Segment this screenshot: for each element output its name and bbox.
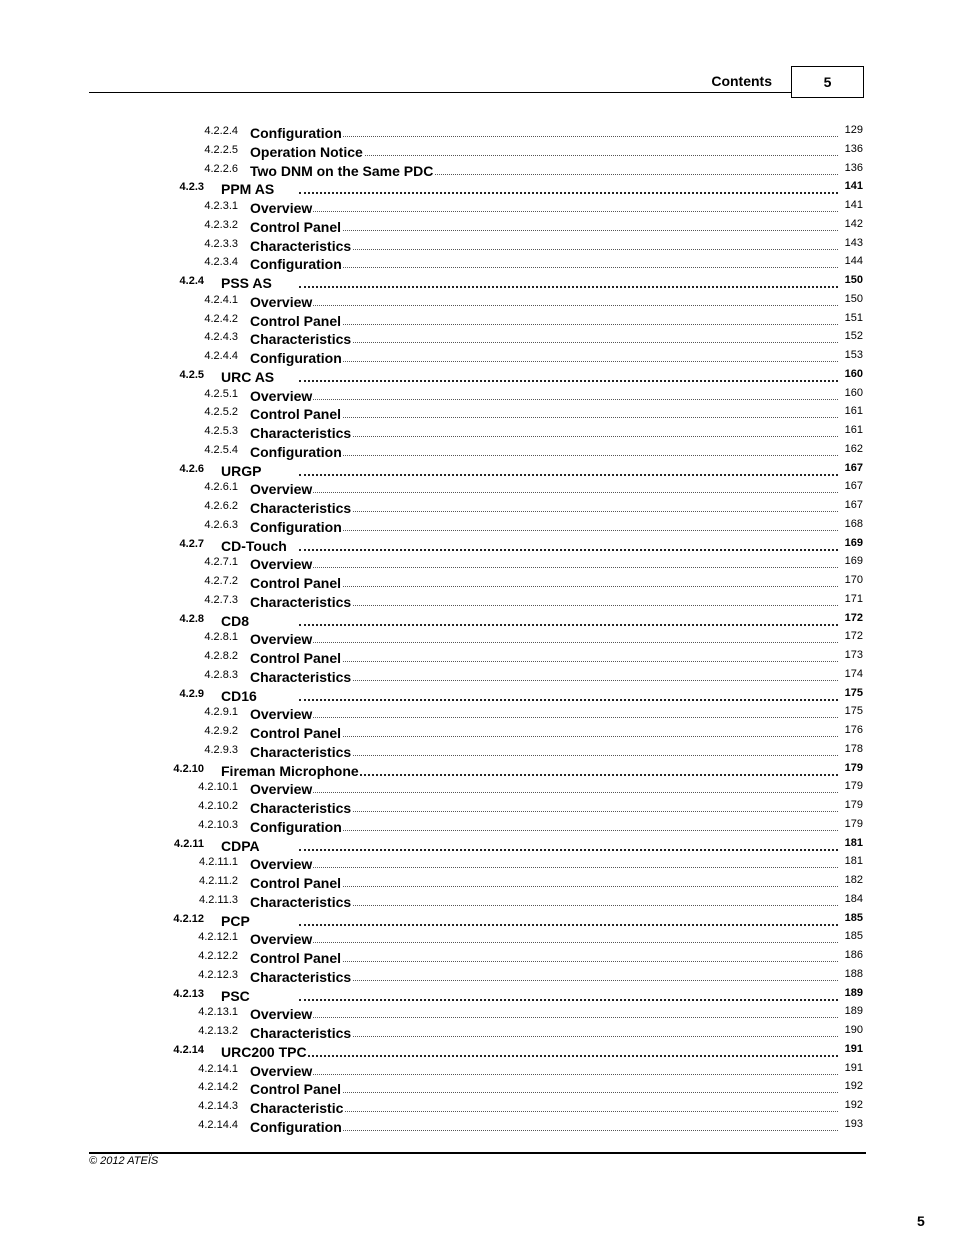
- toc-entry-title[interactable]: Control Panel: [250, 406, 342, 423]
- toc-dot-leader: [250, 1017, 838, 1018]
- toc-entry[interactable]: [0, 873, 954, 892]
- toc-entry-number: 4.2.13.2: [198, 1025, 238, 1037]
- toc-entry-number: 4.2.6.3: [204, 518, 238, 531]
- toc-dot-leader: [250, 305, 838, 306]
- toc-entry-number: 4.2.7.3: [204, 593, 238, 606]
- toc-entry-title[interactable]: Control Panel: [250, 575, 342, 591]
- toc-entry-page[interactable]: 184: [844, 892, 863, 905]
- toc-entry-title[interactable]: PPM AS: [221, 181, 275, 198]
- toc-entry-title[interactable]: Configuration: [250, 1118, 342, 1135]
- toc-entry-number: 4.2.5.3: [204, 425, 238, 437]
- toc-entry-number: 4.2.12.3: [198, 968, 238, 981]
- toc-entry-title[interactable]: Overview: [250, 931, 313, 948]
- toc-entry-number: 4.2.8.3: [204, 668, 238, 681]
- toc-entry[interactable]: [0, 254, 954, 273]
- toc-entry-page[interactable]: 189: [844, 1005, 863, 1018]
- toc-entry-title[interactable]: Control Panel: [250, 650, 342, 666]
- toc-dot-leader: [299, 286, 838, 288]
- toc-entry[interactable]: [0, 986, 954, 1005]
- toc-entry-page[interactable]: 192: [844, 1099, 863, 1111]
- toc-entry-page[interactable]: 136: [844, 142, 863, 155]
- toc-entry-title[interactable]: Characteristics: [250, 1025, 352, 1041]
- toc-entry-number: 4.2.5: [179, 368, 204, 381]
- toc-dot-leader: [299, 924, 838, 926]
- toc-entry-title[interactable]: Characteristics: [250, 800, 352, 816]
- toc-entry-page[interactable]: 179: [844, 799, 863, 811]
- toc-entry[interactable]: [0, 892, 954, 911]
- toc-entry-title[interactable]: Overview: [250, 781, 313, 798]
- toc-entry[interactable]: [0, 592, 954, 611]
- toc-entry-page[interactable]: 182: [844, 874, 863, 886]
- toc-entry-number: 4.2.12.2: [198, 950, 238, 962]
- toc-entry[interactable]: [0, 667, 954, 686]
- toc-entry[interactable]: [0, 836, 954, 855]
- toc-entry-number: 4.2.10: [173, 762, 204, 775]
- toc-entry[interactable]: [0, 854, 954, 873]
- footer-rule: [89, 1152, 866, 1154]
- toc-entry-page[interactable]: 191: [844, 1042, 863, 1055]
- toc-entry-page[interactable]: 141: [844, 199, 863, 211]
- toc-entry-title[interactable]: Overview: [250, 856, 313, 873]
- footer-copyright: © 2012 ATEÏS: [89, 1155, 159, 1167]
- toc-entry[interactable]: [0, 423, 954, 442]
- toc-entry-title[interactable]: URC200 TPC: [221, 1043, 307, 1060]
- toc-entry-title[interactable]: Control Panel: [250, 218, 342, 235]
- toc-entry-title[interactable]: PCP: [221, 912, 250, 929]
- toc-entry-title[interactable]: Overview: [250, 481, 313, 498]
- toc-entry-title[interactable]: Overview: [250, 293, 313, 310]
- toc-entry-page[interactable]: 167: [844, 499, 863, 511]
- toc-entry-title[interactable]: Characteristics: [250, 893, 352, 910]
- toc-entry-page[interactable]: 150: [844, 292, 863, 305]
- toc-entry-page[interactable]: 174: [844, 667, 863, 680]
- toc-entry[interactable]: [0, 292, 954, 311]
- toc-entry-page[interactable]: 192: [844, 1080, 863, 1093]
- toc-entry-title[interactable]: CD8: [221, 612, 250, 629]
- toc-entry-title[interactable]: Characteristics: [250, 668, 352, 685]
- toc-entry-title[interactable]: Characteristic: [250, 1100, 344, 1116]
- toc-entry-number: 4.2.5.4: [204, 443, 238, 456]
- toc-entry-page[interactable]: 179: [844, 780, 863, 793]
- toc-entry[interactable]: [0, 198, 954, 217]
- toc-entry[interactable]: [0, 236, 954, 255]
- toc-entry-title[interactable]: Control Panel: [250, 875, 342, 891]
- toc-entry-page[interactable]: 175: [844, 686, 863, 699]
- toc-entry-page[interactable]: 179: [844, 817, 863, 830]
- toc-entry-title[interactable]: URC AS: [221, 368, 275, 385]
- toc-entry-page[interactable]: 189: [844, 986, 863, 999]
- toc-entry-number: 4.2.2.6: [204, 162, 238, 175]
- toc-entry[interactable]: [0, 648, 954, 667]
- toc-entry-title[interactable]: Characteristics: [250, 593, 352, 610]
- toc-entry-number: 4.2.3.1: [204, 200, 238, 212]
- toc-dot-leader: [250, 717, 838, 718]
- toc-entry[interactable]: [0, 1004, 954, 1023]
- toc-entry-title[interactable]: Characteristics: [250, 968, 352, 985]
- toc-entry-number: 4.2.11.1: [199, 856, 238, 869]
- toc-entry-number: 4.2.7.1: [204, 556, 238, 569]
- toc-entry-number: 4.2.3.2: [204, 218, 238, 231]
- toc-entry-page[interactable]: 193: [844, 1117, 863, 1130]
- toc-entry-number: 4.2.11: [174, 837, 204, 850]
- toc-entry[interactable]: [0, 1042, 954, 1061]
- toc-entry-page[interactable]: 167: [844, 480, 863, 493]
- toc-entry[interactable]: [0, 536, 954, 555]
- toc-entry-page[interactable]: 175: [844, 705, 863, 718]
- toc-entry-number: 4.2.14: [173, 1043, 204, 1056]
- toc-entry-page[interactable]: 152: [844, 330, 863, 343]
- toc-entry-number: 4.2.13.1: [198, 1006, 238, 1019]
- toc-entry[interactable]: [0, 386, 954, 405]
- toc-entry-title[interactable]: CDPA: [221, 837, 260, 854]
- toc-entry[interactable]: [0, 573, 954, 592]
- toc-dot-leader: [299, 699, 838, 701]
- toc-entry-number: 4.2.6.2: [204, 500, 238, 512]
- toc-entry-title[interactable]: Overview: [250, 200, 313, 216]
- toc-entry-page[interactable]: 161: [844, 424, 863, 436]
- toc-dot-leader: [250, 211, 838, 212]
- toc-entry-title[interactable]: Control Panel: [250, 725, 342, 741]
- toc-entry-page[interactable]: 170: [844, 574, 863, 586]
- toc-entry-title[interactable]: Configuration: [250, 125, 342, 141]
- toc-entry-number: 4.2.3.3: [204, 237, 238, 250]
- toc-entry-title[interactable]: Operation Notice: [250, 143, 363, 160]
- toc-entry[interactable]: [0, 629, 954, 648]
- toc-entry-page[interactable]: 181: [844, 836, 863, 849]
- toc-entry[interactable]: [0, 311, 954, 330]
- toc-entry-title[interactable]: Characteristics: [250, 500, 352, 516]
- toc-entry-number: 4.2.8.1: [204, 631, 238, 644]
- toc-entry-number: 4.2.7.2: [204, 575, 238, 587]
- toc-entry-page[interactable]: 169: [844, 536, 863, 549]
- toc-entry-number: 4.2.14.1: [198, 1062, 238, 1075]
- toc-entry[interactable]: [0, 723, 954, 742]
- toc-entry[interactable]: [0, 761, 954, 780]
- toc-entry-title[interactable]: PSC: [221, 987, 250, 1004]
- toc-entry[interactable]: [0, 1023, 954, 1042]
- toc-entry-number: 4.2.9.3: [204, 743, 238, 756]
- toc-entry-title[interactable]: Two DNM on the Same PDC: [250, 162, 434, 179]
- toc-entry-page[interactable]: 144: [844, 255, 863, 268]
- toc-entry[interactable]: [0, 742, 954, 761]
- toc-entry-title[interactable]: Configuration: [250, 818, 342, 835]
- toc-entry-number: 4.2.4.4: [204, 350, 238, 362]
- toc-entry-page[interactable]: 186: [844, 949, 863, 961]
- toc-entry-page[interactable]: 160: [844, 367, 863, 380]
- toc-entry-number: 4.2.2.5: [204, 143, 238, 156]
- toc-entry[interactable]: [0, 779, 954, 798]
- toc-entry-title[interactable]: Configuration: [250, 256, 342, 273]
- toc-entry-number: 4.2.3.4: [204, 256, 238, 269]
- toc-dot-leader: [250, 942, 838, 943]
- toc-entry-number: 4.2.5.2: [204, 406, 238, 419]
- toc-entry-page[interactable]: 162: [844, 442, 863, 455]
- page-number: 5: [917, 1213, 925, 1229]
- toc-entry-title[interactable]: Control Panel: [250, 312, 342, 329]
- toc-entry[interactable]: [0, 948, 954, 967]
- toc-entry-page[interactable]: 169: [844, 555, 863, 568]
- toc-entry-number: 4.2.11.2: [199, 875, 238, 887]
- toc-dot-leader: [299, 999, 838, 1001]
- toc-entry[interactable]: [0, 479, 954, 498]
- toc-entry-number: 4.2.3: [179, 181, 204, 194]
- header-rule: [89, 92, 791, 93]
- toc-dot-leader: [299, 849, 838, 851]
- toc-entry[interactable]: [0, 442, 954, 461]
- toc-entry[interactable]: [0, 461, 954, 480]
- toc-entry-page[interactable]: 136: [844, 161, 863, 174]
- toc-entry-title[interactable]: Fireman Microphone: [221, 762, 359, 779]
- toc-entry-title[interactable]: Overview: [250, 631, 313, 648]
- toc-entry[interactable]: [0, 798, 954, 817]
- running-header-title: Contents: [711, 73, 772, 89]
- toc-entry-number: 4.2.4.2: [204, 312, 238, 325]
- toc-entry-page[interactable]: 172: [844, 630, 863, 643]
- toc-entry-page[interactable]: 141: [844, 180, 863, 193]
- toc-entry-page[interactable]: 167: [844, 461, 863, 474]
- toc-entry[interactable]: [0, 817, 954, 836]
- toc-entry-number: 4.2.14.2: [198, 1081, 238, 1094]
- toc-entry-page[interactable]: 153: [844, 349, 863, 361]
- toc-entry[interactable]: [0, 142, 954, 161]
- toc-entry-title[interactable]: Overview: [250, 706, 313, 723]
- toc-entry-page[interactable]: 179: [844, 761, 863, 774]
- toc-entry-title[interactable]: Characteristics: [250, 743, 352, 760]
- toc-entry[interactable]: [0, 554, 954, 573]
- table-of-contents: [0, 123, 954, 1136]
- toc-entry-title[interactable]: Control Panel: [250, 1081, 342, 1098]
- toc-entry-title[interactable]: PSS AS: [221, 275, 272, 291]
- toc-entry-page[interactable]: 150: [844, 274, 863, 286]
- toc-entry-page[interactable]: 143: [844, 236, 863, 249]
- toc-entry-title[interactable]: Characteristics: [250, 331, 352, 348]
- toc-entry[interactable]: [0, 404, 954, 423]
- toc-entry-title[interactable]: Configuration: [250, 518, 342, 535]
- toc-entry-title[interactable]: CD-Touch: [221, 537, 287, 554]
- toc-entry-number: 4.2.8.2: [204, 650, 238, 662]
- toc-entry-title[interactable]: Configuration: [250, 443, 342, 460]
- toc-entry[interactable]: [0, 123, 954, 142]
- toc-entry-number: 4.2.13: [173, 987, 204, 1000]
- toc-entry-number: 4.2.4: [179, 275, 204, 287]
- toc-dot-leader: [250, 792, 838, 793]
- toc-dot-leader: [250, 567, 838, 568]
- toc-dot-leader: [299, 1055, 838, 1057]
- toc-dot-leader: [250, 492, 838, 493]
- toc-entry-page[interactable]: 185: [844, 930, 863, 943]
- toc-dot-leader: [250, 642, 838, 643]
- toc-entry[interactable]: [0, 929, 954, 948]
- toc-dot-leader: [299, 474, 838, 476]
- toc-entry-title[interactable]: Characteristics: [250, 425, 352, 441]
- toc-dot-leader: [250, 399, 838, 400]
- toc-entry-page[interactable]: 161: [844, 405, 863, 418]
- toc-entry[interactable]: [0, 179, 954, 198]
- toc-dot-leader: [299, 549, 838, 551]
- toc-dot-leader: [250, 867, 838, 868]
- toc-entry-title[interactable]: Characteristics: [250, 237, 352, 254]
- toc-entry[interactable]: [0, 273, 954, 292]
- toc-entry-title[interactable]: CD16: [221, 687, 257, 704]
- toc-entry-title[interactable]: Control Panel: [250, 950, 342, 966]
- toc-entry-page[interactable]: 178: [844, 742, 863, 755]
- toc-dot-leader: [250, 1074, 838, 1075]
- toc-entry-number: 4.2.14.3: [198, 1100, 238, 1112]
- toc-entry[interactable]: [0, 517, 954, 536]
- toc-entry[interactable]: [0, 911, 954, 930]
- toc-entry[interactable]: [0, 329, 954, 348]
- toc-dot-leader: [299, 774, 838, 776]
- toc-entry-title[interactable]: Overview: [250, 556, 313, 573]
- toc-entry-number: 4.2.6.1: [204, 481, 238, 494]
- toc-entry-title[interactable]: Overview: [250, 1062, 313, 1079]
- toc-entry-number: 4.2.8: [179, 612, 204, 625]
- toc-entry[interactable]: [0, 1079, 954, 1098]
- toc-entry-page[interactable]: 129: [844, 124, 863, 136]
- toc-entry-number: 4.2.2.4: [204, 125, 238, 137]
- toc-entry-page[interactable]: 190: [844, 1024, 863, 1036]
- toc-entry-title[interactable]: Configuration: [250, 350, 342, 366]
- toc-entry-number: 4.2.12.1: [198, 931, 238, 944]
- toc-entry-number: 4.2.9.1: [204, 706, 238, 719]
- toc-entry[interactable]: [0, 217, 954, 236]
- toc-entry-number: 4.2.10.2: [198, 800, 238, 812]
- toc-entry-page[interactable]: 172: [844, 611, 863, 624]
- toc-entry-number: 4.2.4.1: [204, 293, 238, 306]
- toc-entry[interactable]: [0, 611, 954, 630]
- toc-entry[interactable]: [0, 367, 954, 386]
- toc-entry-page[interactable]: 160: [844, 386, 863, 399]
- toc-entry-page[interactable]: 191: [844, 1061, 863, 1074]
- toc-entry-page[interactable]: 151: [844, 311, 863, 324]
- toc-entry[interactable]: [0, 686, 954, 705]
- toc-entry-page[interactable]: 181: [844, 855, 863, 868]
- toc-entry-number: 4.2.7: [179, 537, 204, 550]
- toc-entry[interactable]: [0, 967, 954, 986]
- toc-entry-number: 4.2.14.4: [198, 1118, 238, 1131]
- toc-entry-number: 4.2.9: [179, 687, 204, 700]
- toc-entry[interactable]: [0, 348, 954, 367]
- toc-entry-title[interactable]: Overview: [250, 1006, 313, 1023]
- toc-dot-leader: [299, 624, 838, 626]
- toc-entry-page[interactable]: 173: [844, 649, 863, 661]
- toc-entry-number: 4.2.12: [173, 912, 204, 925]
- toc-entry-page[interactable]: 188: [844, 967, 863, 980]
- toc-entry-page[interactable]: 176: [844, 724, 863, 736]
- running-header-page-box: 5: [791, 66, 864, 98]
- toc-dot-leader: [299, 380, 838, 382]
- toc-entry-page[interactable]: 171: [844, 592, 863, 605]
- toc-entry-number: 4.2.5.1: [204, 387, 238, 400]
- toc-entry-title[interactable]: Overview: [250, 387, 313, 404]
- toc-entry-page[interactable]: 142: [844, 217, 863, 230]
- toc-entry-title[interactable]: URGP: [221, 462, 262, 479]
- toc-entry[interactable]: [0, 704, 954, 723]
- toc-entry-page[interactable]: 168: [844, 517, 863, 530]
- toc-entry-number: 4.2.4.3: [204, 331, 238, 344]
- toc-entry-number: 4.2.10.3: [198, 818, 238, 831]
- toc-dot-leader: [299, 192, 838, 194]
- toc-entry-number: 4.2.9.2: [204, 725, 238, 737]
- toc-entry-number: 4.2.11.3: [199, 893, 238, 906]
- toc-entry[interactable]: [0, 161, 954, 180]
- toc-entry-number: 4.2.10.1: [198, 781, 238, 794]
- toc-entry-page[interactable]: 185: [844, 911, 863, 924]
- toc-entry[interactable]: [0, 1117, 954, 1136]
- toc-entry-number: 4.2.6: [179, 462, 204, 475]
- toc-entry[interactable]: [0, 1098, 954, 1117]
- toc-entry[interactable]: [0, 1061, 954, 1080]
- toc-entry[interactable]: [0, 498, 954, 517]
